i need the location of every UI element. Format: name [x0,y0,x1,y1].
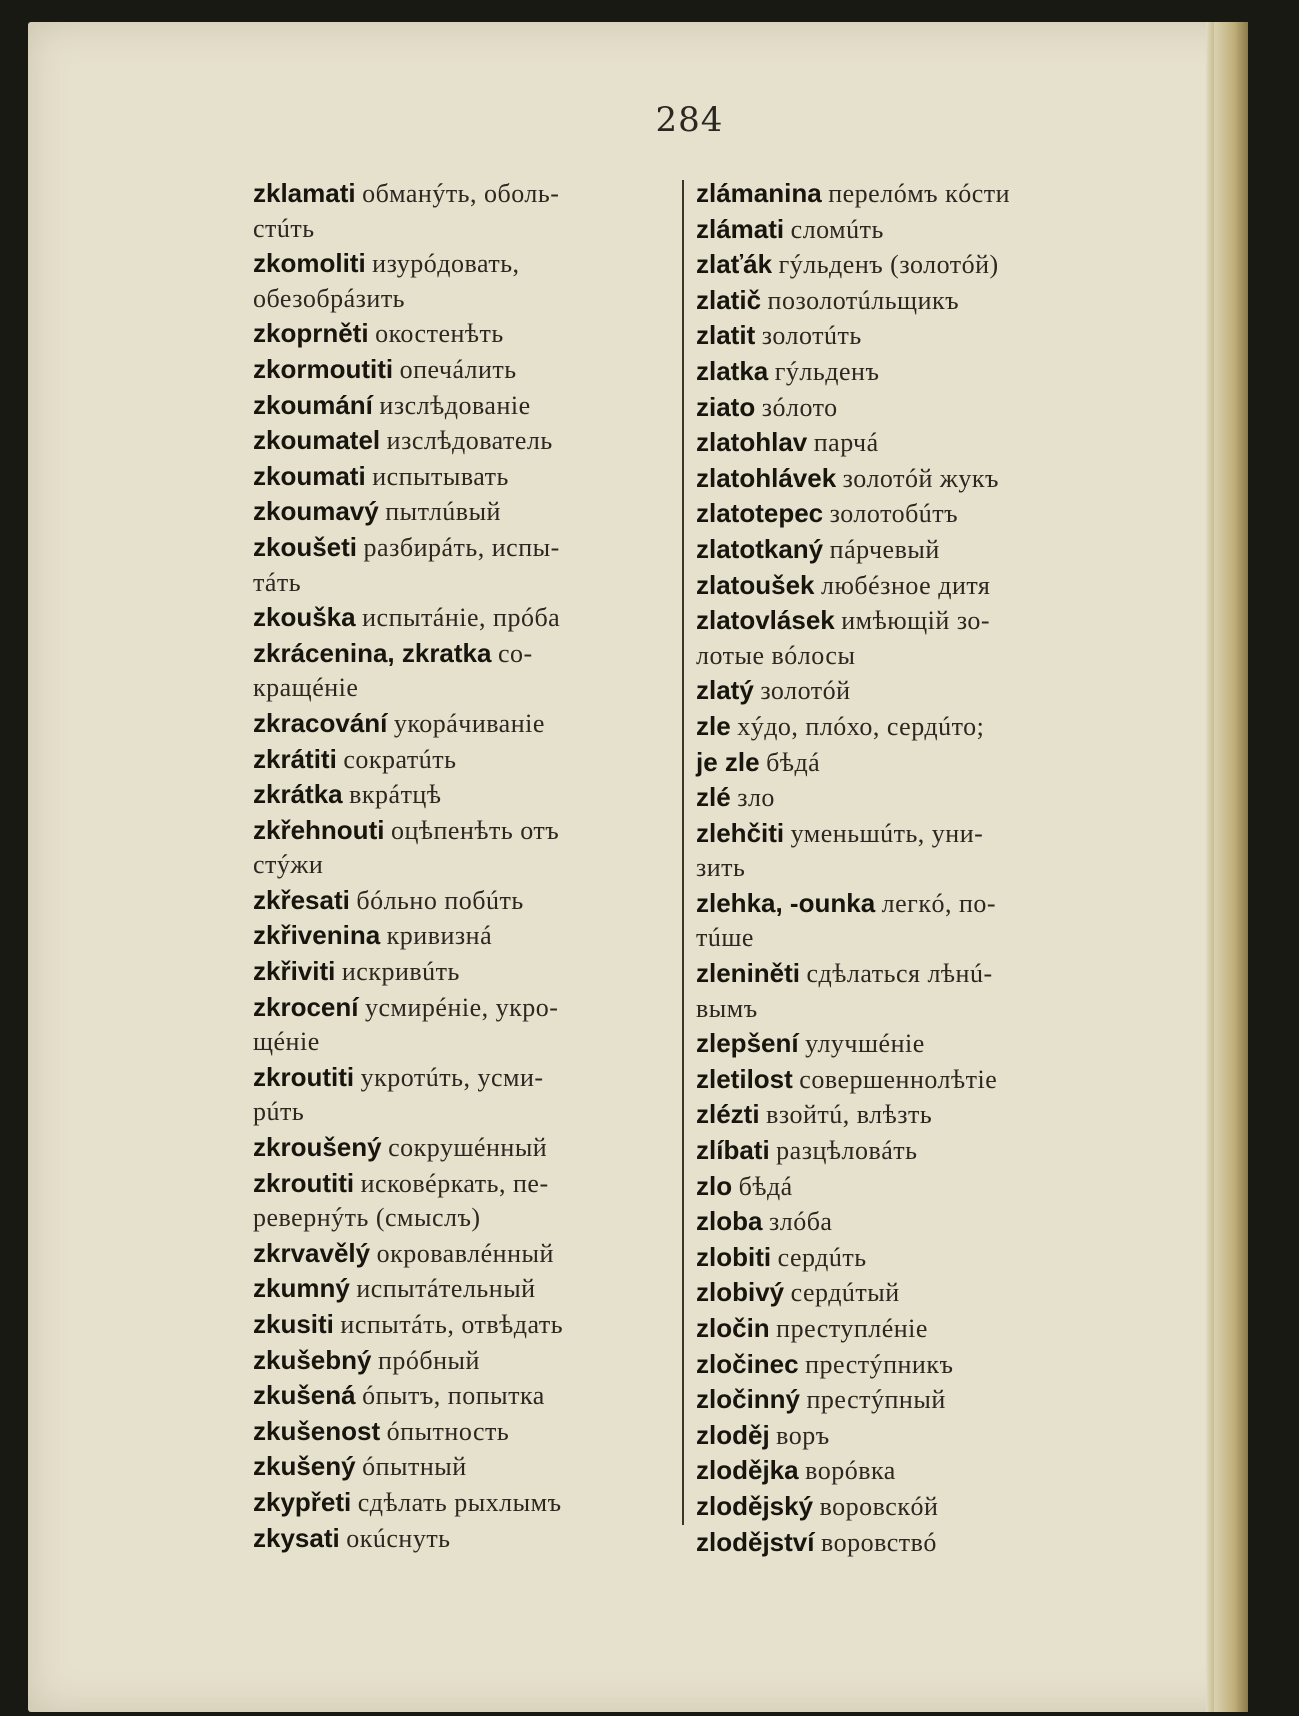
dictionary-entry [253,742,678,778]
entry-continuation-line [253,282,678,317]
entry-translation: искривúть [341,957,460,987]
entry-translation: злóба [768,1207,833,1237]
entry-headword: zkypřeti [253,1486,352,1517]
entry-headword: zlatohlávek [696,462,837,493]
entry-translation: óпытъ, попытка [362,1381,545,1411]
entry-translation: зóлото [761,392,838,422]
entry-headword: zlatit [696,320,756,351]
entry-translation: сердúть [777,1242,867,1272]
entry-headword: zkušenost [253,1415,381,1446]
entry-translation: позолотúльщикъ [767,285,960,315]
entry-translation: пáрчевый [829,534,940,564]
entry-headword: zlatič [696,284,762,315]
dictionary-entry [253,954,678,990]
dictionary-entry [253,423,678,459]
entry-headword: zleniněti [696,958,801,989]
entry-headword: zkroutiti [253,1061,355,1092]
page-number: 284 [655,100,724,140]
entry-continuation-line [253,1095,678,1130]
entry-headword: zlobiti [696,1241,772,1272]
entry-translation: хýдо, плóхо, сердúто; [737,711,985,741]
dictionary-entry [696,568,1126,604]
entry-headword: zlatka [696,355,769,386]
dictionary-entry [696,1097,1126,1133]
entry-translation: окостенѣть [375,319,504,349]
entry-headword: zlepšení [696,1028,799,1059]
entry-headword: zloděj [696,1419,770,1450]
dictionary-entry [696,1275,1126,1311]
dictionary-entry [253,1236,678,1272]
entry-translation: изслѣдователь [386,426,553,456]
dictionary-entry [696,461,1126,497]
dictionary-entry [253,918,678,954]
entry-translation: сокрушéнный [388,1133,548,1163]
dictionary-entry [253,1485,678,1521]
dictionary-entry [696,1382,1126,1418]
dictionary-entry [253,246,678,316]
dictionary-entry [696,425,1126,461]
dictionary-entry [696,1311,1126,1347]
entry-translation-continued: стúть [253,213,315,243]
entry-headword: zlatý [696,675,754,706]
dictionary-entry [696,390,1126,426]
dictionary-entry [696,1347,1126,1383]
entry-translation: исковéркать, пе- [360,1168,549,1198]
entry-headword: zlatohlav [696,427,808,458]
entry-translation-continued: зить [696,853,746,883]
dictionary-entry [696,1133,1126,1169]
entry-headword: zkracování [253,707,388,738]
entry-translation: воровскóй [819,1491,939,1521]
dictionary-entry [696,354,1126,390]
entry-translation-continued: бѣдá [766,747,821,777]
entry-translation: ворóвка [805,1456,896,1486]
entry-translation-continued: рúть [253,1097,305,1127]
dictionary-entry [696,1240,1126,1276]
entry-headword: zkoušeti [253,531,358,562]
dictionary-entry [253,176,678,246]
dictionary-entry [696,1062,1126,1098]
entry-headword: zkrátka [253,779,343,810]
entry-translation: сломúть [790,214,884,244]
entry-translation-continued: лотые вóлосы [696,640,856,670]
entry-headword: zlatotkaný [696,533,824,564]
dictionary-entry [253,990,678,1060]
dictionary-entry [696,886,1126,956]
entry-headword: ziato [696,391,756,422]
entry-translation-continued: вымъ [696,993,758,1023]
entry-headword: zlo [696,1170,733,1201]
entry-headword: zlodějka [696,1455,799,1486]
entry-translation-continued: кращéніе [253,673,359,703]
dictionary-entry [696,956,1126,1026]
entry-headword: zkušený [253,1451,356,1482]
entry-translation: взойтú, влѣзть [766,1100,933,1130]
entry-headword: zločinný [696,1384,801,1415]
entry-translation: золотобúтъ [829,499,959,529]
entry-translation-continued: тáть [253,567,302,597]
entry-translation: совершеннолѣтіе [799,1064,998,1094]
entry-translation: зло [737,783,775,813]
entry-translation: изслѣдованіе [379,390,531,420]
entry-headword: zkrátiti [253,743,337,774]
entry-translation: оцѣпенѣть отъ [390,815,560,845]
entry-translation: испытáтельный [356,1274,536,1304]
book-gutter-shadow [1206,22,1214,1712]
entry-headword: zkumný [253,1273,350,1304]
entry-headword: zlaťák [696,249,773,280]
dictionary-entry [253,1307,678,1343]
dictionary-entry [696,1525,1126,1561]
dictionary-entry [253,1060,678,1130]
entry-continuation-line [253,212,678,247]
entry-headword: zlatovlásek [696,605,835,636]
entry-continuation-line [696,639,1126,674]
dictionary-entry [696,1489,1126,1525]
entry-translation: сдѣлать рыхлымъ [357,1487,562,1517]
dictionary-entry [253,883,678,919]
right-column [696,176,1126,1560]
entry-translation: перелóмъ кóсти [828,179,1011,208]
entry-translation: сократúть [343,744,457,774]
entry-continuation-line [253,1025,678,1060]
entry-headword: zkušebný [253,1344,372,1375]
entry-headword: zkoumavý [253,496,379,527]
entry-translation: бóльно побúть [356,885,524,915]
dictionary-entry [253,813,678,883]
entry-headword: zločin [696,1313,770,1343]
entry-headword: zločinec [696,1348,799,1379]
dictionary-entry [253,1130,678,1166]
dictionary-entry [253,530,678,600]
entry-translation: имѣющій зо- [841,606,991,636]
entry-translation: уменьшúть, уни- [790,818,984,848]
entry-translation: легкó, по- [881,888,997,918]
entry-continuation-line [696,745,1126,781]
dictionary-entry [253,636,678,706]
entry-headword: zkroušený [253,1132,382,1163]
entry-headword: zkušená [253,1380,356,1411]
book-spine-edge [1214,22,1248,1712]
entry-headword: zkoumání [253,389,373,420]
entry-translation: парчá [813,428,879,458]
entry-headword: zlámati [696,213,785,244]
entry-translation: óпытный [362,1452,467,1482]
entry-translation: испытывать [372,461,509,491]
dictionary-entry [253,388,678,424]
dictionary-entry [696,1453,1126,1489]
entry-headword: zklamati [253,178,356,208]
entry-headword: zkřehnouti [253,814,385,845]
entry-headword: zlámanina [696,178,822,208]
entry-headword: zlatotepec [696,498,824,529]
entry-headword: zkusiti [253,1309,334,1339]
entry-headword: zkrocení [253,991,359,1022]
entry-continuation-line [696,851,1126,886]
entry-headword: zkrácenina, zkratka [253,637,492,668]
entry-translation: улучшéніе [805,1029,925,1059]
dictionary-entry [696,532,1126,568]
entry-translation: разбирáть, испы- [363,532,560,562]
entry-translation: разцѣловáть [776,1136,918,1166]
dictionary-entry [253,1449,678,1485]
dictionary-entry [253,1166,678,1236]
entry-headword: zkřiviti [253,956,336,987]
entry-translation: укорáчиваніе [393,708,545,738]
entry-translation: сдѣлаться лѣнú- [806,959,993,989]
entry-headword: zkřesati [253,884,350,915]
dictionary-entry [696,318,1126,354]
entry-continuation-line [253,566,678,601]
entry-translation-continued: ревернýть (смыслъ) [253,1203,481,1233]
entry-translation: сердúтый [790,1278,900,1308]
entry-continuation-line [253,848,678,883]
entry-headword: zlézti [696,1099,760,1130]
dictionary-entry [253,1378,678,1414]
dictionary-entry [696,780,1126,816]
entry-translation: бѣдá [738,1171,793,1201]
dictionary-entry [696,1204,1126,1240]
dictionary-entry [253,600,678,636]
dictionary-entry [696,816,1126,886]
dictionary-entry [696,1026,1126,1062]
entry-translation: кривизнá [386,921,493,951]
entry-headword: zlatoušek [696,569,815,600]
entry-translation: престýпникъ [805,1349,954,1379]
entry-headword: zkřivenina [253,920,381,951]
dictionary-entry [696,673,1126,709]
entry-translation-continued: щéніе [253,1027,320,1057]
entry-headword: zkormoutiti [253,353,394,384]
entry-continuation-line [253,1201,678,1236]
entry-translation: опечáлить [399,354,517,384]
entry-continuation-line [696,921,1126,956]
entry-headword: zlodějský [696,1490,814,1521]
entry-headword: zkysati [253,1522,340,1553]
dictionary-entry [253,1271,678,1307]
entry-headword: zlíbati [696,1135,770,1166]
entry-headword: zkroutiti [253,1167,355,1198]
entry-translation: золотóй жукъ [842,463,999,493]
entry-translation: со- [497,638,533,668]
dictionary-entry [253,1521,678,1557]
entry-sub-headword: je zle [696,746,760,777]
entry-translation: воровствó [820,1527,937,1557]
dictionary-entry [696,603,1126,673]
entry-translation: прóбный [378,1345,480,1375]
entry-headword: zkomoliti [253,248,366,279]
dictionary-entry [253,1343,678,1379]
dictionary-entry [253,1414,678,1450]
entry-translation: усмирéніе, укро- [365,992,559,1022]
dictionary-entry [253,777,678,813]
entry-translation: изурóдовать, [372,249,520,279]
entry-headword: zkoumatel [253,425,381,456]
entry-headword: zlehčiti [696,817,785,848]
entry-translation: обманýть, оболь- [362,179,560,208]
entry-headword: zloba [696,1206,763,1237]
entry-translation-continued: обезобрáзить [253,283,406,313]
dictionary-entry [696,1418,1126,1454]
entry-translation: укротúть, усми- [360,1062,544,1092]
entry-translation-continued: стýжи [253,850,324,880]
entry-continuation-line [696,992,1126,1027]
entry-translation: пытлúвый [385,497,501,527]
dictionary-entry [253,316,678,352]
entry-translation: окúснуть [346,1523,451,1553]
entry-translation: престýпный [806,1385,946,1415]
dictionary-entry [696,212,1126,248]
entry-headword: zlé [696,782,731,813]
dictionary-entry [253,706,678,742]
dictionary-entry [696,247,1126,283]
entry-headword: zlodějství [696,1526,815,1557]
entry-translation: гýльденъ [774,356,880,386]
dictionary-entry [696,283,1126,319]
entry-headword: zletilost [696,1063,793,1094]
entry-translation: золотúть [761,321,862,351]
dictionary-entry [253,494,678,530]
entry-translation: гýльденъ (золотóй) [778,250,999,280]
dictionary-entry [253,459,678,495]
dictionary-entry [696,1169,1126,1205]
entry-translation: золотóй [760,676,851,706]
entry-continuation-line [253,671,678,706]
entry-translation: испытáніе, прóба [362,603,561,633]
entry-translation: óпытность [386,1416,510,1446]
entry-translation: испытáть, отвѣдать [340,1310,564,1339]
entry-translation-continued: тúше [696,923,754,953]
left-column [253,176,678,1556]
entry-headword: zkrvavělý [253,1237,371,1268]
entry-translation: вкрáтцѣ [349,780,442,810]
entry-headword: zkoumati [253,460,366,491]
entry-headword: zlobivý [696,1277,785,1308]
entry-translation: любéзное дитя [821,570,991,600]
entry-headword: zkoprněti [253,318,369,349]
dictionary-entry [696,496,1126,532]
entry-headword: zle [696,710,731,741]
entry-translation: воръ [776,1420,830,1450]
dictionary-entry [253,352,678,388]
entry-headword: zkouška [253,602,356,633]
entry-translation: преступлéніе [776,1314,928,1343]
entry-headword: zlehka, -ounka [696,887,876,918]
column-divider [682,180,684,1525]
dictionary-entry [696,176,1126,212]
entry-translation: окровавлéнный [376,1238,554,1268]
dictionary-entry [696,709,1126,780]
